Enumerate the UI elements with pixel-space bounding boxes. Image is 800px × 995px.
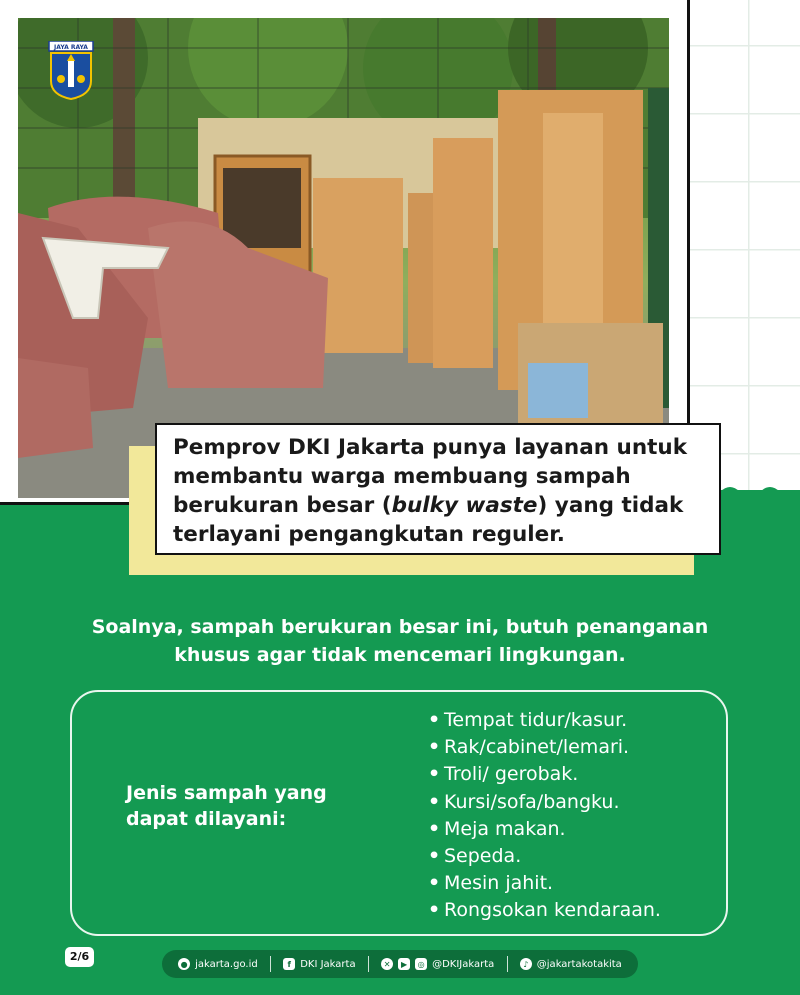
list-item: • Rongsokan kendaraan. [428, 897, 661, 924]
x-icon: ✕ [381, 958, 393, 970]
divider [368, 956, 369, 972]
headline-emphasis: bulky waste [391, 493, 538, 518]
globe-icon: ● [178, 958, 190, 970]
footer-social-bar [162, 950, 638, 978]
list-item: • Troli/ gerobak. [428, 761, 661, 788]
page-number: 2/6 [65, 947, 94, 967]
headline-card [155, 423, 721, 555]
list-item: • Meja makan. [428, 816, 661, 843]
dki-jakarta-emblem-icon [47, 41, 95, 101]
facebook-icon: f [283, 958, 295, 970]
youtube-icon: ▶ [398, 958, 410, 970]
svg-text:JAYA RAYA: JAYA RAYA [54, 44, 88, 51]
list-item: • Tempat tidur/kasur. [428, 707, 661, 734]
list-item: • Sepeda. [428, 843, 661, 870]
footer-facebook[interactable]: f DKI Jakarta [283, 958, 355, 970]
footer-social-handle[interactable]: ✕ ▶ ◎ @DKIJakarta [381, 958, 494, 970]
list-item: • Kursi/sofa/bangku. [428, 789, 661, 816]
divider [270, 956, 271, 972]
footer-tiktok[interactable]: ♪ @jakartakotakita [520, 958, 622, 970]
footer-website[interactable]: ● jakarta.go.id [178, 958, 258, 970]
tiktok-icon: ♪ [520, 958, 532, 970]
subtitle: Soalnya, sampah berukuran besar ini, butuh penanganan khusus agar tidak mencemari lingkungan. [91, 616, 709, 666]
list-item: • Mesin jahit. [428, 870, 661, 897]
dki-jakarta-logo [47, 41, 95, 101]
instagram-icon: ◎ [415, 958, 427, 970]
headline-text: Pemprov DKI Jakarta punya layanan untuk membantu warga membuang sampah berukuran besar (bulky waste) yang tidak terlayani pengangkutan reguler. [173, 435, 688, 547]
list-item: • Rak/cabinet/lemari. [428, 734, 661, 761]
waste-types-label: Jenis sampah yang dapat dilayani: [126, 782, 327, 830]
divider [507, 956, 508, 972]
waste-types-list [428, 707, 661, 925]
